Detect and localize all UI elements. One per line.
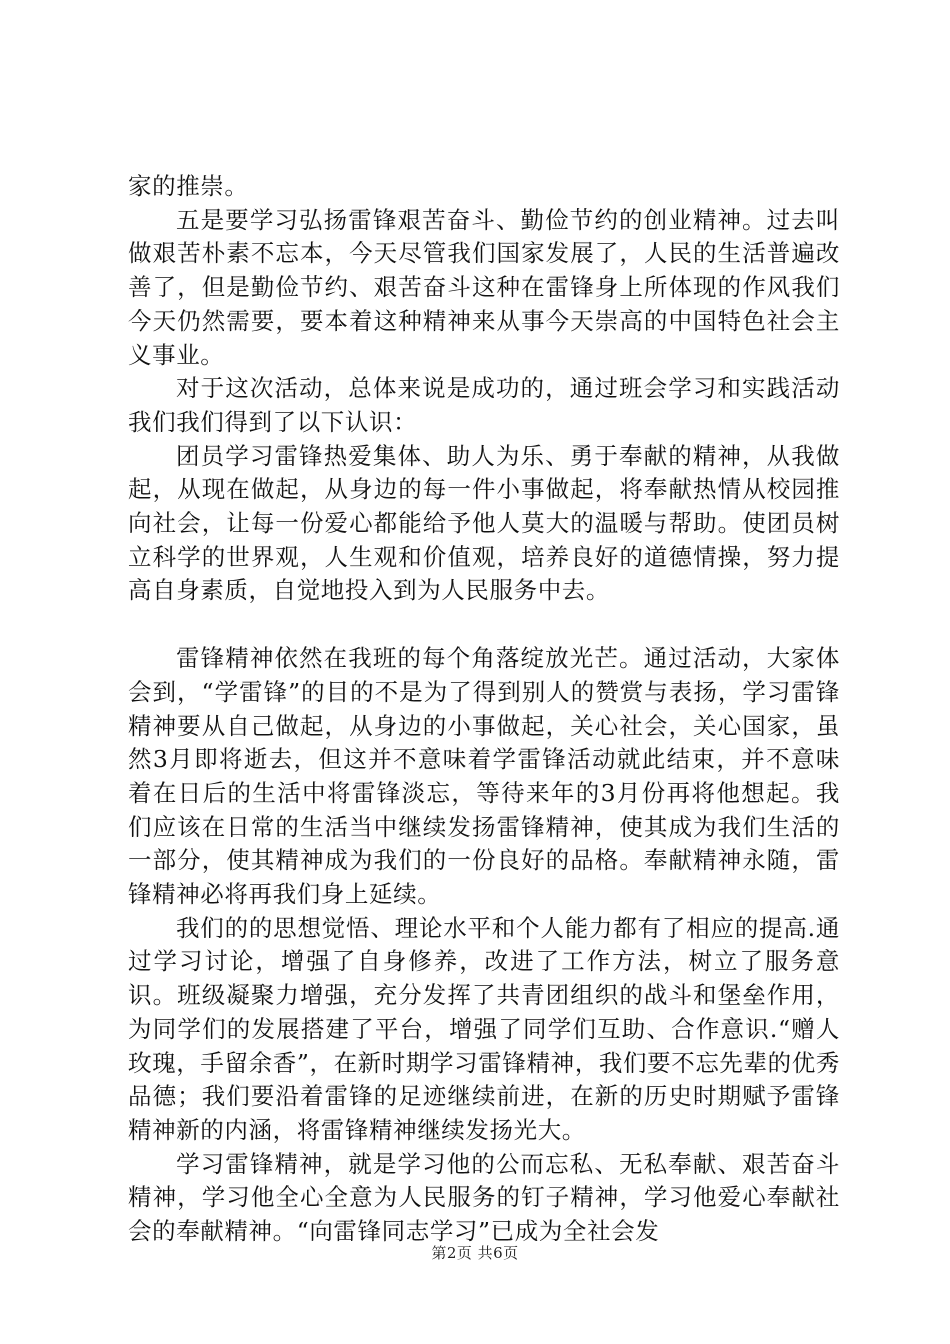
page-number: 第2页 共6页 <box>431 1244 519 1262</box>
paragraph-improvements: 我们的的思想觉悟、理论水平和个人能力都有了相应的提高.通过学习讨论，增强了自身修养，改进了工作方法，树立了服务意识。班级凝聚力增强，充分发挥了共青团组织的战斗和堡垒作用，为同学们的发展搭建了平台，增强了同学们互助、合作意识.“赠人玫瑰，手留余香”，在新时期学习雷锋精神，我们要不忘先辈的优秀品德；我们要沿着雷锋的足迹继续前进，在新的历史时期赋予雷锋精神新的内涵，将雷锋精神继续发扬光大。 <box>128 913 840 1144</box>
paragraph-gap <box>128 608 840 642</box>
paragraph-continuation: 家的推崇。 <box>128 172 249 200</box>
paragraph-point-five: 五是要学习弘扬雷锋艰苦奋斗、勤俭节约的创业精神。过去叫做艰苦朴素不忘本，今天尽管我们国家发展了，人民的生活普遍改善了，但是勤俭节约、艰苦奋斗这种在雷锋身上所体现的作风我们今天仍然需要，要本着这种精神来从事今天崇高的中国特色社会主义事业。 <box>128 205 840 369</box>
paragraph-league-members: 团员学习雷锋热爱集体、助人为乐、勇于奉献的精神，从我做起，从现在做起，从身边的每一件小事做起，将奉献热情从校园推向社会，让每一份爱心都能给予他人莫大的温暖与帮助。使团员树立科学的世界观，人生观和价值观，培养良好的道德情操，努力提高自身素质，自觉地投入到为人民服务中去。 <box>128 441 840 605</box>
paragraph-lei-feng-spirit: 雷锋精神依然在我班的每个角落绽放光芒。通过活动，大家体会到，“学雷锋”的目的不是为了得到别人的赞赏与表扬，学习雷锋精神要从自己做起，从身边的小事做起，关心社会，关心国家，虽然3月即将逝去，但这并不意味着学雷锋活动就此结束，并不意味着在日后的生活中将雷锋淡忘，等待来年的3月份再将他想起。我们应该在日常的生活当中继续发扬雷锋精神，使其成为我们生活的一部分，使其精神成为我们的一份良好的品格。奉献精神永随，雷锋精神必将再我们身上延续。 <box>128 644 840 909</box>
document-body <box>128 170 840 1249</box>
paragraph-activity-summary: 对于这次活动，总体来说是成功的，通过班会学习和实践活动我们我们得到了以下认识： <box>128 374 840 436</box>
paragraph-learning-lei-feng: 学习雷锋精神，就是学习他的公而忘私、无私奉献、艰苦奋斗精神，学习他全心全意为人民服务的钉子精神，学习他爱心奉献社会的奉献精神。“向雷锋同志学习”已成为全社会发 <box>128 1149 840 1246</box>
